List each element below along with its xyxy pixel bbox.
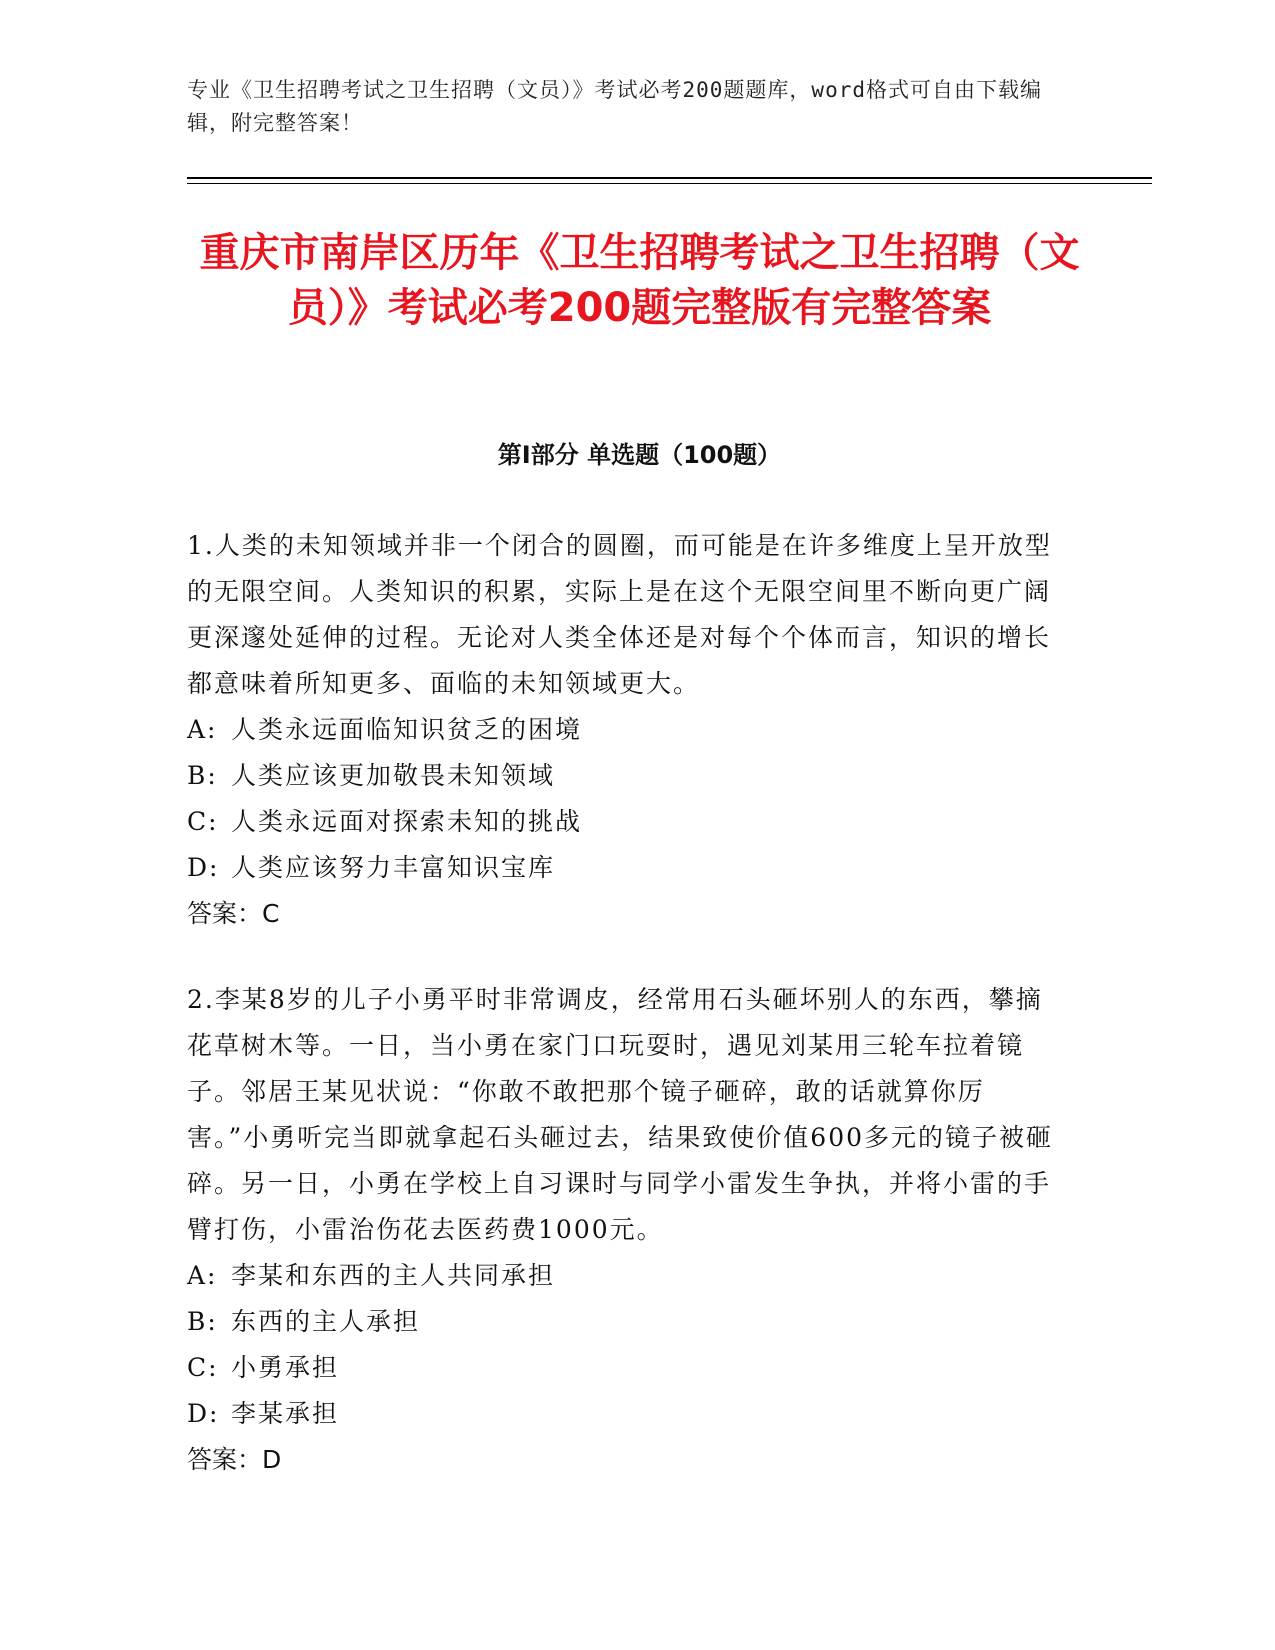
option-text: 人类应该努力丰富知识宝库 <box>231 853 556 882</box>
option-label: D: <box>187 1399 220 1428</box>
header-divider-thin <box>187 183 1152 184</box>
section-heading: 第I部分 单选题（100题） <box>497 441 782 469</box>
answer-line: 答案：C <box>187 899 280 928</box>
option-label: A: <box>187 1261 218 1290</box>
option-text: 李某承担 <box>231 1399 340 1428</box>
option-label: B: <box>187 761 218 790</box>
option-d <box>187 845 1067 891</box>
option-text: 李某和东西的主人共同承担 <box>231 1261 556 1290</box>
option-label: B: <box>187 1307 218 1336</box>
option-text: 人类永远面对探索未知的挑战 <box>231 807 583 836</box>
option-d <box>187 1391 1067 1437</box>
header-divider-thick <box>187 177 1152 179</box>
question-1 <box>187 523 1067 937</box>
question-stem: 2.李某8岁的儿子小勇平时非常调皮，经常用石头砸坏别人的东西，攀摘花草树木等。一日，当小勇在家门口玩耍时，遇见刘某用三轮车拉着镜子。邻居王某见状说：“你敢不敢把那个镜子砸碎，敢的话就算你厉害。”小勇听完当即就拿起石头砸过去，结果致使价值600多元的镜子被砸碎。另一日，小勇在学校上自习课时与同学小雷发生争执，并将小雷的手臂打伤，小雷治伤花去医药费1000元。 <box>187 985 1054 1244</box>
question-stem: 1.人类的未知领域并非一个闭合的圆圈，而可能是在许多维度上呈开放型的无限空间。人类知识的积累，实际上是在这个无限空间里不断向更广阔更深邃处延伸的过程。无论对人类全体还是对每个个体而言，知识的增长都意味着所知更多、面临的未知领域更大。 <box>187 531 1052 698</box>
option-b <box>187 1299 1067 1345</box>
option-text: 人类应该更加敬畏未知领域 <box>231 761 556 790</box>
question-2 <box>187 977 1067 1483</box>
option-text: 小勇承担 <box>231 1353 340 1382</box>
header-note: 专业《卫生招聘考试之卫生招聘（文员）》考试必考200题题库，word格式可自由下载编辑，附完整答案！ <box>187 78 1042 135</box>
option-label: D: <box>187 853 220 882</box>
answer-line: 答案：D <box>187 1445 282 1474</box>
document-title: 重庆市南岸区历年《卫生招聘考试之卫生招聘（文员）》考试必考200题完整版有完整答案 <box>199 230 1080 331</box>
option-c <box>187 799 1067 845</box>
option-text: 人类永远面临知识贫乏的困境 <box>231 715 583 744</box>
option-b <box>187 753 1067 799</box>
option-a <box>187 1253 1067 1299</box>
option-c <box>187 1345 1067 1391</box>
option-text: 东西的主人承担 <box>231 1307 421 1336</box>
option-label: C: <box>187 1353 219 1382</box>
option-label: C: <box>187 807 219 836</box>
option-label: A: <box>187 715 218 744</box>
option-a <box>187 707 1067 753</box>
